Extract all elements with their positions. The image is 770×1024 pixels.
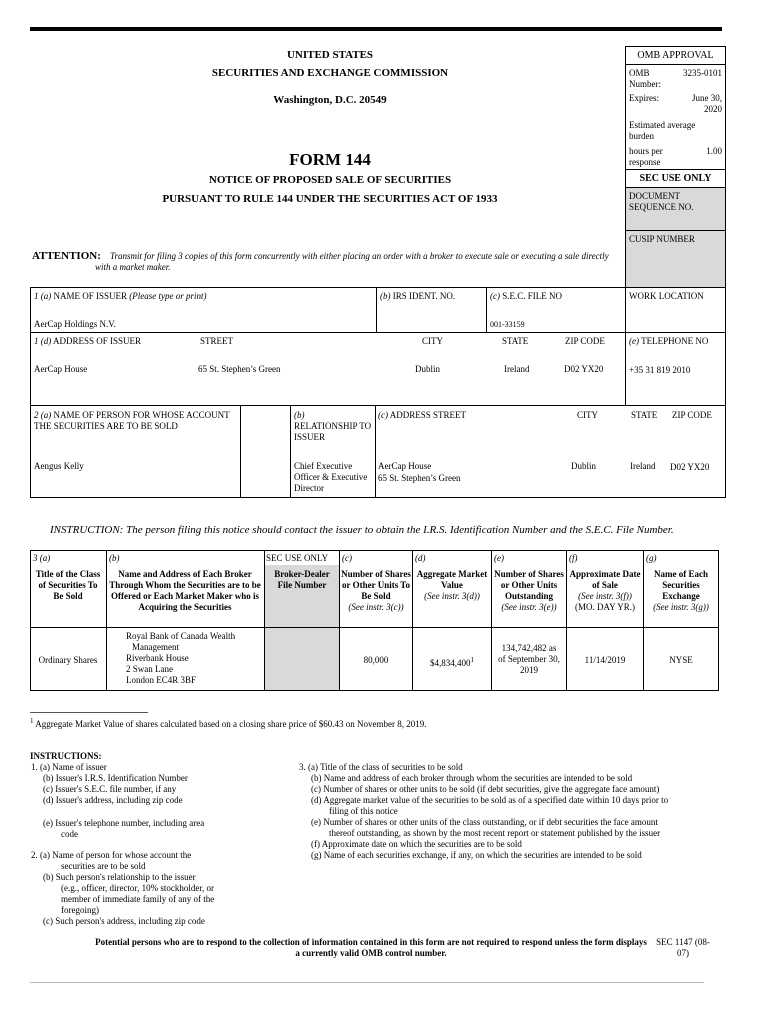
cell-broker <box>126 631 264 686</box>
instruction-item: (e) Number of shares or other units of the class outstanding, or if debt securities the face amount <box>311 817 658 827</box>
col-a-num: 3 (a) <box>33 553 51 563</box>
instruction-item: (c) Number of shares or other units to be sold (if debt securities, give the aggregate face amount) <box>311 784 660 794</box>
issuer-name-label <box>34 291 374 302</box>
omb-hours-value: 1.00 <box>706 146 722 156</box>
header-note: (See instr. 3(g)) <box>653 602 709 612</box>
instruction-item: (d) Issuer's address, including zip code <box>43 795 183 805</box>
outstanding-line: of September 30, <box>498 654 560 664</box>
instruction-item: thereof outstanding, as shown by the most recent report or statement published by the issuer <box>329 828 661 838</box>
instructions-title: INSTRUCTIONS: <box>30 751 102 761</box>
header-note: (See instr. 3(e)) <box>501 602 557 612</box>
header-broker-dealer: Broker-Dealer File Number <box>274 569 330 590</box>
instructions-left <box>31 762 281 927</box>
instruction-item: (c) Issuer's S.E.C. file number, if any <box>43 784 177 794</box>
label-text: RELATIONSHIP TO ISSUER <box>294 421 372 442</box>
omb-number-value: 3235-0101 <box>683 68 722 78</box>
street-label: STREET <box>200 336 233 346</box>
footnote <box>30 716 730 730</box>
header-text: Approximate Date of Sale <box>569 569 641 590</box>
header-text: Name of Each Securities Exchange <box>654 569 708 601</box>
instruction-item: (f) Approximate date on which the securities are to be sold <box>311 839 522 849</box>
instruction-line: INSTRUCTION: The person filing this notice should contact the issuer to obtain the I.R.S. Identification Number and the S.E.C. File Number. <box>50 524 674 536</box>
label-num: (b) <box>294 410 305 420</box>
col-g-num: (g) <box>646 553 657 563</box>
form-title: FORM 144 <box>289 150 371 169</box>
col-e-num: (e) <box>494 553 504 563</box>
cell-exchange: NYSE <box>669 655 693 665</box>
col-b-num: (b) <box>109 553 120 563</box>
cusip-label: CUSIP NUMBER <box>629 234 695 244</box>
footer-form-code: SEC 1147 (08-07) <box>656 937 710 958</box>
header-note-2: (MO. DAY YR.) <box>574 602 635 612</box>
attention-label: ATTENTION: <box>32 250 101 262</box>
col-f-num: (f) <box>569 553 578 563</box>
label-num: (c) <box>490 291 500 301</box>
issuer-name-value: AerCap Holdings N.V. <box>34 319 116 329</box>
omb-approval-box <box>625 46 726 170</box>
sec-use-only-label: SEC USE ONLY <box>626 173 725 185</box>
instruction-item: (c) Such person's address, including zip code <box>43 916 205 926</box>
instruction-item: (b) Issuer's I.R.S. Identification Number <box>43 773 188 783</box>
header-note: (See instr. 3(c)) <box>348 602 404 612</box>
issuer-phone-value: +35 31 819 2010 <box>629 365 691 375</box>
footnote-rule <box>30 712 148 713</box>
state-label: STATE <box>502 336 529 346</box>
header-number-of-shares <box>341 569 411 613</box>
instruction-item: (b) Such person's relationship to the issuer <box>43 872 196 882</box>
sec-use-only-box <box>625 169 726 231</box>
bottom-rule <box>30 982 704 983</box>
label-text: ADDRESS STREET <box>389 410 467 420</box>
outstanding-line: 2019 <box>520 665 538 675</box>
instruction-item: (b) Name and address of each broker through whom the securities are intended to be sold <box>311 773 633 783</box>
header-note: (See instr. 3(d)) <box>424 591 480 601</box>
relationship-label <box>294 410 374 443</box>
label-text: NAME OF PERSON FOR WHOSE ACCOUNT THE SECURITIES ARE TO BE SOLD <box>34 410 230 431</box>
broker-line: London EC4R 3BF <box>126 675 197 685</box>
label-text: TELEPHONE NO <box>641 336 709 346</box>
issuer-address-label <box>34 336 194 347</box>
city-label: CITY <box>422 336 443 346</box>
instruction-item: code <box>61 829 78 839</box>
person-address-value-2: 65 St. Stephen’s Green <box>378 473 461 483</box>
issuer-address-value: AerCap House <box>34 364 88 374</box>
instruction-item: 3. (a) Title of the class of securities to be sold <box>299 762 463 772</box>
instruction-item: (e) Issuer's telephone number, including area <box>43 818 205 828</box>
label-num: 1 (a) <box>34 291 52 301</box>
header-line3: Washington, D.C. 20549 <box>273 94 387 106</box>
omb-burden-label: Estimated average burden <box>629 120 696 141</box>
person-state-value: Ireland <box>630 461 656 471</box>
issuer-state-value: Ireland <box>504 364 530 374</box>
omb-number-label: OMB Number: <box>629 68 661 89</box>
person-zip-label: ZIP CODE <box>672 410 712 420</box>
col-c-num: (c) <box>342 553 352 563</box>
instruction-item: member of immediate family of any of the <box>61 894 215 904</box>
issuer-zip-value: D02 YX20 <box>564 364 604 374</box>
header-units-outstanding <box>493 569 565 613</box>
instruction-item: foregoing) <box>61 905 99 915</box>
cell-aggregate <box>413 655 491 669</box>
label-text: S.E.C. FILE NO <box>502 291 563 301</box>
header-text: Aggregate Market Value <box>416 569 488 590</box>
broker-line: 2 Swan Lane <box>126 664 173 674</box>
instruction-item: filing of this notice <box>329 806 398 816</box>
footer-notice: Potential persons who are to respond to the collection of information contained in this form are not required to respond unless the form displays a currently valid OMB control number. <box>95 937 647 958</box>
header-note: (See instr. 3(f)) <box>578 591 632 601</box>
footnote-mark: 1 <box>470 656 474 664</box>
cusip-box <box>625 230 726 288</box>
irs-label <box>380 291 484 302</box>
header-line2: SECURITIES AND EXCHANGE COMMISSION <box>211 67 449 79</box>
person-name-label <box>34 410 234 432</box>
header-aggregate-value <box>414 569 490 602</box>
form-subtitle-2: PURSUANT TO RULE 144 UNDER THE SECURITIES ACT OF 1933 <box>162 193 498 205</box>
zip-label: ZIP CODE <box>565 336 605 346</box>
cell-class: Ordinary Shares <box>38 655 98 665</box>
person-state-label: STATE <box>631 410 658 420</box>
header-title-of-class: Title of the Class of Securities To Be Sold <box>35 569 101 601</box>
omb-hours-label: hours per response <box>629 146 663 167</box>
label-text: NAME OF ISSUER <box>53 291 128 301</box>
doc-seq-label: DOCUMENT SEQUENCE NO. <box>629 191 694 212</box>
footnote-text: Aggregate Market Value of shares calculated based on a closing share price of $60.43 on November 8, 2019. <box>33 719 427 729</box>
col-d-num: (d) <box>415 553 426 563</box>
instruction-item: 2. (a) Name of person for whose account the <box>31 850 192 860</box>
label-num: 1 (d) <box>34 336 52 346</box>
broker-line: Royal Bank of Canada Wealth <box>126 631 236 641</box>
person-city-value: Dublin <box>571 461 597 471</box>
omb-title: OMB APPROVAL <box>637 50 714 61</box>
attention-text: Transmit for filing 3 copies of this form concurrently with either placing an order with a broker to execute sale or executing a sale directly with a market maker. <box>95 251 609 272</box>
relationship-value: Chief Executive Officer & Executive Director <box>294 461 368 493</box>
issuer-city-value: Dublin <box>415 364 441 374</box>
person-name-value: Aengus Kelly <box>34 461 84 471</box>
footnote-mark: 1 <box>30 717 34 725</box>
cell-shares: 80,000 <box>363 655 389 665</box>
person-zip-value: D02 YX20 <box>670 462 710 472</box>
label-num: (c) <box>378 410 388 420</box>
sec-file-value: 001-33159 <box>490 320 525 329</box>
aggregate-value: $4,834,400 <box>430 658 471 668</box>
label-num: (e) <box>629 336 639 346</box>
instruction-item: (d) Aggregate market value of the securities to be sold as of a specified date within 10 days prior to <box>311 795 669 805</box>
work-location-label: WORK LOCATION <box>629 291 704 301</box>
outstanding-line: 134,742,482 as <box>501 643 557 653</box>
person-address-value-1: AerCap House <box>378 461 432 471</box>
label-text: IRS IDENT. NO. <box>392 291 456 301</box>
instructions-right <box>299 762 729 861</box>
col-sec-use-only: SEC USE ONLY <box>266 553 329 563</box>
label-num: (b) <box>380 291 391 301</box>
top-rule <box>30 27 722 31</box>
header-broker-name: Name and Address of Each Broker Through Whom the Securities are to be Offered or Each Market Maker who is Acquiring the Securities <box>109 569 261 612</box>
header-exchange <box>645 569 717 613</box>
broker-line: Riverbank House <box>126 653 189 663</box>
form-subtitle-1: NOTICE OF PROPOSED SALE OF SECURITIES <box>208 174 452 186</box>
phone-label <box>629 336 725 347</box>
broker-line: Management <box>132 642 179 652</box>
omb-expires-value: June 30, 2020 <box>692 93 722 114</box>
person-address-label <box>378 410 558 421</box>
label-text: ADDRESS OF ISSUER <box>53 336 142 346</box>
omb-expires-label: Expires: <box>629 93 659 103</box>
person-city-label: CITY <box>577 410 598 420</box>
header-text: Number of Shares or Other Units Outstanding <box>494 569 564 601</box>
header-line1: UNITED STATES <box>286 49 374 61</box>
label-num: 2 (a) <box>34 410 52 420</box>
instruction-item: securities are to be sold <box>61 861 146 871</box>
instruction-item: 1. (a) Name of issuer <box>31 762 107 772</box>
cell-outstanding <box>492 643 566 676</box>
cell-date: 11/14/2019 <box>584 655 626 665</box>
label-note: (Please type or print) <box>129 291 207 301</box>
sec-file-label <box>490 291 624 302</box>
header-text: Number of Shares or Other Units To Be Sold <box>341 569 411 601</box>
instruction-item: (e.g., officer, director, 10% stockholder, or <box>61 883 214 893</box>
instruction-item: (g) Name of each securities exchange, if any, on which the securities are intended to be sold <box>311 850 642 860</box>
header-date-of-sale <box>568 569 642 613</box>
issuer-street-value: 65 St. Stephen’s Green <box>198 364 281 374</box>
